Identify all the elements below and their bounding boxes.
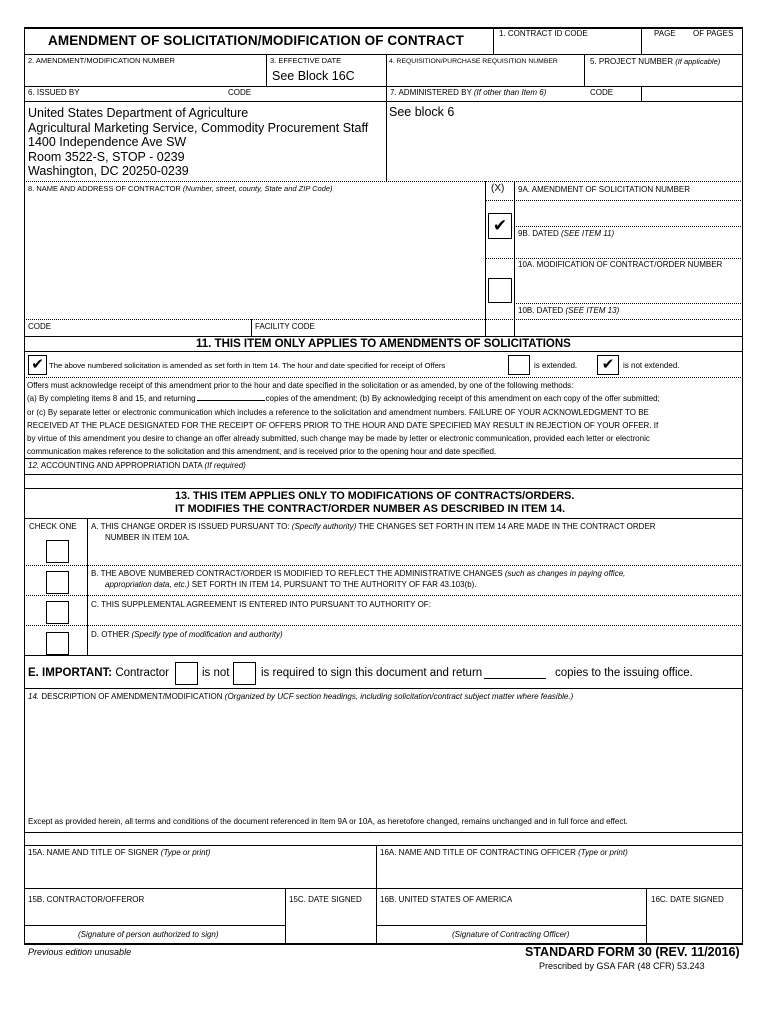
contractor-signature-field[interactable] [27, 907, 283, 924]
requisition-number-field[interactable] [389, 68, 582, 84]
except-text: Except as provided herein, all terms and conditions of the document referenced in Item 9A or 10A, as heretofore changed, remains unchanged and in full force and effect. [28, 817, 628, 826]
instruction-line: by virtue of this amendment you desire to change an offer already submitted, such change may be made by letter or electronic communication, provided each letter or electronic [27, 434, 650, 444]
amendment-number-field[interactable] [27, 67, 263, 84]
item-13c-text: C. THIS SUPPLEMENTAL AGREEMENT IS ENTERED INTO PURSUANT TO AUTHORITY OF: [91, 600, 431, 609]
address-line: Room 3522-S, STOP - 0239 [28, 149, 185, 164]
of-pages-label: OF PAGES [693, 29, 734, 38]
important-label: E. IMPORTANT: Contractor [28, 667, 170, 679]
is-required-text: is required to sign this document and return [261, 667, 483, 679]
effective-date-label: 3. EFFECTIVE DATE [270, 56, 342, 65]
checkbox-is-not-extended[interactable] [597, 355, 619, 375]
instruction-line: RECEIVED AT THE PLACE DESIGNATED FOR THE RECEIPT OF OFFERS PRIOR TO THE HOUR AND DATE SPECIFIED MAY RESULT IN REJECTION OF YOUR OFFER. If [27, 420, 659, 430]
checkbox-is-not[interactable] [175, 662, 198, 685]
instruction-line: (a) By completing items 8 and 15, and returning copies of the amendment; (b) By acknowledging receipt of this amendment on each copy of the offer submitted; [27, 394, 660, 404]
item-11-line1: The above numbered solicitation is amended as set forth in Item 14. The hour and date specified for receipt of Offers [49, 361, 446, 370]
item-11-instructions [27, 379, 660, 459]
signer-name-title-field[interactable] [27, 860, 373, 886]
instruction-line: Offers must acknowledge receipt of this amendment prior to the hour and date specified in the solicitation or as amended, by one of the following methods: [27, 381, 574, 390]
contract-id-code-field[interactable] [497, 40, 639, 53]
address-line: Washington, DC 20250-0239 [28, 164, 189, 179]
form-number: STANDARD FORM 30 (REV. 11/2016) [525, 945, 740, 959]
contract-id-code-label: 1. CONTRACT ID CODE [499, 29, 588, 38]
signer-name-title-label: 15A. NAME AND TITLE OF SIGNER (Type or print) [28, 848, 211, 857]
signature-person-caption: (Signature of person authorized to sign) [78, 930, 219, 939]
issued-by-label: 6. ISSUED BY [28, 88, 80, 97]
dated-9b-label: 9B. DATED (SEE ITEM 11) [518, 229, 615, 238]
united-states-label: 16B. UNITED STATES OF AMERICA [380, 895, 513, 904]
issued-by-address[interactable] [28, 106, 368, 179]
page-count-field[interactable] [644, 40, 740, 53]
checkbox-10[interactable] [488, 278, 512, 303]
instruction-line: communication makes reference to the solicitation and this amendment, and is received prior to the opening hour and date specified. [27, 447, 497, 457]
description-label: 14. DESCRIPTION OF AMENDMENT/MODIFICATION (Organized by UCF section headings, including solicitation/contract subject matter where feasible.) [28, 692, 574, 701]
is-extended-label: is extended. [534, 361, 578, 370]
facility-code-field[interactable] [322, 321, 482, 335]
officer-name-title-label: 16A. NAME AND TITLE OF CONTRACTING OFFICER (Type or print) [380, 848, 628, 857]
contractor-offeror-label: 15B. CONTRACTOR/OFFEROR [28, 895, 145, 904]
amendment-solicitation-number-field[interactable] [517, 200, 741, 224]
checkmark-icon: ✔ [492, 216, 508, 235]
copies-count-field[interactable] [197, 392, 265, 401]
copies-return-field[interactable] [484, 678, 546, 679]
project-number-label: 5. PROJECT NUMBER (If applicable) [590, 57, 721, 66]
effective-date-value[interactable]: See Block 16C [272, 69, 355, 83]
address-line: United States Department of Agriculture [28, 106, 249, 120]
contractor-name-address-field[interactable] [27, 196, 482, 316]
amendment-solicitation-number-label: 9A. AMENDMENT OF SOLICITATION NUMBER [518, 185, 691, 194]
address-line: Agricultural Marketing Service, Commodity Procurement Staff [28, 120, 369, 135]
instruction-line: or (c) By separate letter or electronic communication which includes a reference to the solicitation and amendment numbers. FAILURE OF YOUR ACKNOWLEDGMENT TO BE [27, 407, 649, 417]
accounting-data-field[interactable] [27, 475, 740, 487]
administered-by-value[interactable]: See block 6 [389, 105, 455, 119]
item-13-heading-1: 13. THIS ITEM APPLIES ONLY TO MODIFICATIONS OF CONTRACTS/ORDERS. [175, 490, 575, 502]
checkbox-is-required[interactable] [233, 662, 256, 685]
checkbox-9[interactable] [488, 213, 512, 239]
project-number-field[interactable] [588, 68, 740, 84]
contractor-name-address-label: 8. NAME AND ADDRESS OF CONTRACTOR (Number, street, county, State and ZIP Code) [28, 184, 333, 193]
checkbox-13c[interactable] [46, 601, 69, 624]
officer-date-signed-field[interactable] [650, 907, 740, 941]
item-13b-text-2: appropriation data, etc.) SET FORTH IN ITEM 14, PURSUANT TO THE AUTHORITY OF FAR 43.103(b). [105, 580, 477, 589]
prescribed-by: Prescribed by GSA FAR (48 CFR) 53.243 [539, 961, 705, 971]
officer-date-signed-label: 16C. DATE SIGNED [651, 895, 724, 904]
page-label: PAGE [654, 29, 676, 38]
facility-code-label: FACILITY CODE [255, 322, 315, 331]
accounting-data-label: 12. ACCOUNTING AND APPROPRIATION DATA (If required) [28, 461, 246, 470]
signature-officer-caption: (Signature of Contracting Officer) [452, 930, 570, 939]
item-13a-text: A. THIS CHANGE ORDER IS ISSUED PURSUANT TO: (Specify authority) THE CHANGES SET FORTH IN ITEM 14 ARE MADE IN THE CONTRACT ORDER [91, 522, 656, 531]
item-13-heading-2: IT MODIFIES THE CONTRACT/ORDER NUMBER AS DESCRIBED IN ITEM 14. [175, 503, 566, 515]
modification-contract-number-label: 10A. MODIFICATION OF CONTRACT/ORDER NUMBER [518, 260, 723, 269]
dated-10b-label: 10B. DATED (SEE ITEM 13) [518, 306, 620, 315]
form-title: AMENDMENT OF SOLICITATION/MODIFICATION OF CONTRACT [48, 33, 464, 48]
dated-9b-field[interactable] [517, 241, 741, 257]
item-11-heading: 11. THIS ITEM ONLY APPLIES TO AMENDMENTS OF SOLICITATIONS [196, 338, 571, 350]
address-line: 1400 Independence Ave SW [28, 135, 187, 150]
requisition-number-label: 4. REQUISITION/PURCHASE REQUISITION NUMBER [389, 58, 558, 65]
description-field[interactable] [27, 706, 740, 814]
checkbox-solicitation-amended[interactable] [28, 355, 47, 375]
x-column-label: (X) [491, 183, 505, 194]
is-not-extended-label: is not extended. [623, 361, 680, 370]
contractor-code-label: CODE [28, 322, 52, 331]
item-13b-text: B. THE ABOVE NUMBERED CONTRACT/ORDER IS MODIFIED TO REFLECT THE ADMINISTRATIVE CHANGES (such as changes in paying office, [91, 569, 626, 578]
checkbox-13d[interactable] [46, 632, 69, 655]
checkbox-is-extended[interactable] [508, 355, 530, 375]
amendment-number-label: 2. AMENDMENT/MODIFICATION NUMBER [28, 56, 175, 65]
issued-by-code-label: CODE [228, 88, 252, 97]
contractor-code-field[interactable] [60, 321, 248, 335]
item-13d-text: D. OTHER (Specify type of modification and authority) [91, 630, 283, 639]
is-not-label: is not [202, 667, 230, 679]
item-13a-text-2: NUMBER IN ITEM 10A. [105, 533, 190, 542]
officer-name-title-field[interactable] [379, 860, 740, 886]
modification-contract-number-field[interactable] [517, 273, 741, 301]
check-one-label: CHECK ONE [29, 522, 77, 531]
administered-by-code-field[interactable] [644, 88, 740, 100]
checkbox-13b[interactable] [46, 571, 69, 594]
checkmark-icon: ✔ [601, 356, 615, 373]
administered-by-label: 7. ADMINISTERED BY (If other than Item 6) [390, 88, 547, 97]
contractor-date-signed-label: 15C. DATE SIGNED [289, 895, 362, 904]
previous-edition-note: Previous edition unusable [28, 947, 132, 957]
copies-issuing-office-text: copies to the issuing office. [555, 667, 693, 679]
officer-signature-field[interactable] [379, 907, 644, 924]
checkmark-icon: ✔ [31, 356, 44, 373]
administered-by-code-label: CODE [590, 88, 614, 97]
issued-by-code-field[interactable] [253, 88, 383, 100]
contractor-date-signed-field[interactable] [288, 907, 374, 941]
checkbox-13a[interactable] [46, 540, 69, 563]
